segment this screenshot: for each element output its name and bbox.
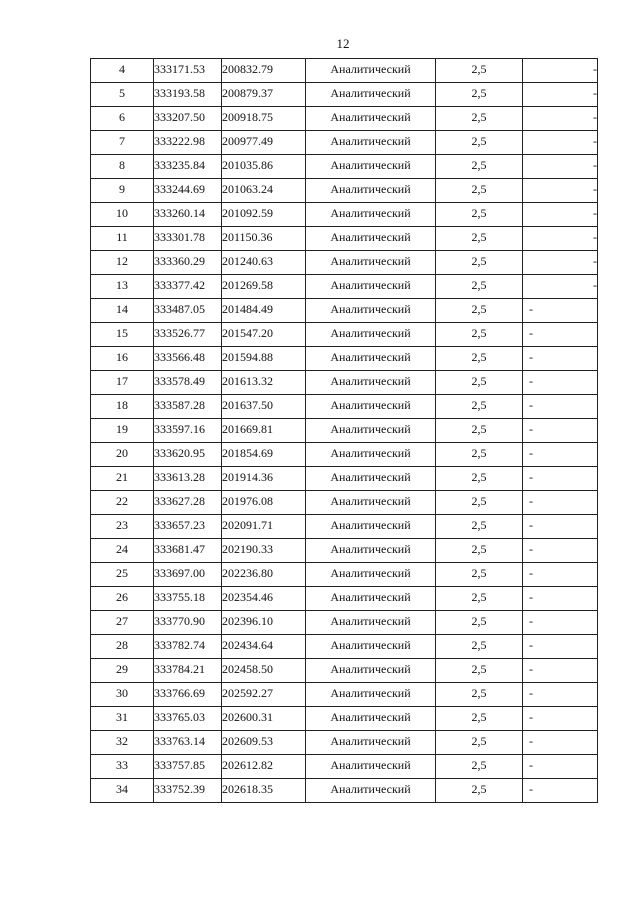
x-coordinate-cell: 333752.39 <box>154 779 222 803</box>
page-number: 12 <box>336 36 350 51</box>
accuracy-cell: 2,5 <box>436 179 523 203</box>
y-coordinate-cell: 201914.36 <box>222 467 306 491</box>
method-cell: Аналитический <box>306 707 436 731</box>
note-cell: - <box>523 59 598 83</box>
x-coordinate-cell: 333244.69 <box>154 179 222 203</box>
accuracy-cell: 2,5 <box>436 131 523 155</box>
table-row <box>91 539 598 563</box>
point-number-cell: 9 <box>91 179 154 203</box>
note-cell: - <box>523 299 598 323</box>
point-number-cell: 4 <box>91 59 154 83</box>
method-cell: Аналитический <box>306 731 436 755</box>
accuracy-cell: 2,5 <box>436 323 523 347</box>
note-cell: - <box>523 179 598 203</box>
point-number-cell: 17 <box>91 371 154 395</box>
table-row <box>91 563 598 587</box>
point-number-cell: 32 <box>91 731 154 755</box>
table-row <box>91 107 598 131</box>
x-coordinate-cell: 333260.14 <box>154 203 222 227</box>
x-coordinate-cell: 333782.74 <box>154 635 222 659</box>
note-cell: - <box>523 611 598 635</box>
x-coordinate-cell: 333301.78 <box>154 227 222 251</box>
y-coordinate-cell: 201150.36 <box>222 227 306 251</box>
method-cell: Аналитический <box>306 419 436 443</box>
point-number-cell: 13 <box>91 275 154 299</box>
accuracy-cell: 2,5 <box>436 659 523 683</box>
y-coordinate-cell: 202600.31 <box>222 707 306 731</box>
method-cell: Аналитический <box>306 587 436 611</box>
x-coordinate-cell: 333566.48 <box>154 347 222 371</box>
method-cell: Аналитический <box>306 107 436 131</box>
accuracy-cell: 2,5 <box>436 299 523 323</box>
point-number-cell: 29 <box>91 659 154 683</box>
accuracy-cell: 2,5 <box>436 635 523 659</box>
accuracy-cell: 2,5 <box>436 203 523 227</box>
x-coordinate-cell: 333526.77 <box>154 323 222 347</box>
accuracy-cell: 2,5 <box>436 371 523 395</box>
note-cell: - <box>523 155 598 179</box>
y-coordinate-cell: 201547.20 <box>222 323 306 347</box>
x-coordinate-cell: 333784.21 <box>154 659 222 683</box>
x-coordinate-cell: 333587.28 <box>154 395 222 419</box>
method-cell: Аналитический <box>306 131 436 155</box>
method-cell: Аналитический <box>306 659 436 683</box>
x-coordinate-cell: 333193.58 <box>154 83 222 107</box>
method-cell: Аналитический <box>306 755 436 779</box>
note-cell: - <box>523 707 598 731</box>
x-coordinate-cell: 333360.29 <box>154 251 222 275</box>
accuracy-cell: 2,5 <box>436 275 523 299</box>
table-row <box>91 179 598 203</box>
point-number-cell: 23 <box>91 515 154 539</box>
x-coordinate-cell: 333755.18 <box>154 587 222 611</box>
x-coordinate-cell: 333766.69 <box>154 683 222 707</box>
y-coordinate-cell: 202236.80 <box>222 563 306 587</box>
method-cell: Аналитический <box>306 155 436 179</box>
table-row <box>91 731 598 755</box>
x-coordinate-cell: 333765.03 <box>154 707 222 731</box>
accuracy-cell: 2,5 <box>436 443 523 467</box>
point-number-cell: 26 <box>91 587 154 611</box>
note-cell: - <box>523 539 598 563</box>
point-number-cell: 10 <box>91 203 154 227</box>
method-cell: Аналитический <box>306 395 436 419</box>
note-cell: - <box>523 563 598 587</box>
point-number-cell: 12 <box>91 251 154 275</box>
point-number-cell: 21 <box>91 467 154 491</box>
point-number-cell: 28 <box>91 635 154 659</box>
accuracy-cell: 2,5 <box>436 587 523 611</box>
point-number-cell: 8 <box>91 155 154 179</box>
note-cell: - <box>523 131 598 155</box>
accuracy-cell: 2,5 <box>436 731 523 755</box>
method-cell: Аналитический <box>306 563 436 587</box>
note-cell: - <box>523 395 598 419</box>
note-cell: - <box>523 755 598 779</box>
x-coordinate-cell: 333613.28 <box>154 467 222 491</box>
table-row <box>91 323 598 347</box>
table-row <box>91 755 598 779</box>
method-cell: Аналитический <box>306 179 436 203</box>
method-cell: Аналитический <box>306 371 436 395</box>
table-row <box>91 371 598 395</box>
table-row <box>91 611 598 635</box>
method-cell: Аналитический <box>306 347 436 371</box>
x-coordinate-cell: 333757.85 <box>154 755 222 779</box>
note-cell: - <box>523 635 598 659</box>
accuracy-cell: 2,5 <box>436 683 523 707</box>
accuracy-cell: 2,5 <box>436 755 523 779</box>
note-cell: - <box>523 443 598 467</box>
x-coordinate-cell: 333487.05 <box>154 299 222 323</box>
table-row <box>91 443 598 467</box>
method-cell: Аналитический <box>306 323 436 347</box>
note-cell: - <box>523 779 598 803</box>
table-row <box>91 491 598 515</box>
point-number-cell: 14 <box>91 299 154 323</box>
table-row <box>91 275 598 299</box>
table-row <box>91 59 598 83</box>
x-coordinate-cell: 333681.47 <box>154 539 222 563</box>
point-number-cell: 11 <box>91 227 154 251</box>
y-coordinate-cell: 202609.53 <box>222 731 306 755</box>
x-coordinate-cell: 333171.53 <box>154 59 222 83</box>
note-cell: - <box>523 251 598 275</box>
note-cell: - <box>523 347 598 371</box>
y-coordinate-cell: 201594.88 <box>222 347 306 371</box>
y-coordinate-cell: 201613.32 <box>222 371 306 395</box>
point-number-cell: 6 <box>91 107 154 131</box>
y-coordinate-cell: 200977.49 <box>222 131 306 155</box>
note-cell: - <box>523 683 598 707</box>
accuracy-cell: 2,5 <box>436 107 523 131</box>
table-row <box>91 155 598 179</box>
point-number-cell: 5 <box>91 83 154 107</box>
method-cell: Аналитический <box>306 251 436 275</box>
table-row <box>91 203 598 227</box>
accuracy-cell: 2,5 <box>436 539 523 563</box>
coordinates-table-body <box>91 59 598 803</box>
y-coordinate-cell: 201854.69 <box>222 443 306 467</box>
y-coordinate-cell: 200879.37 <box>222 83 306 107</box>
note-cell: - <box>523 419 598 443</box>
note-cell: - <box>523 731 598 755</box>
y-coordinate-cell: 201240.63 <box>222 251 306 275</box>
method-cell: Аналитический <box>306 611 436 635</box>
point-number-cell: 18 <box>91 395 154 419</box>
point-number-cell: 7 <box>91 131 154 155</box>
note-cell: - <box>523 83 598 107</box>
note-cell: - <box>523 515 598 539</box>
note-cell: - <box>523 371 598 395</box>
y-coordinate-cell: 201269.58 <box>222 275 306 299</box>
accuracy-cell: 2,5 <box>436 83 523 107</box>
y-coordinate-cell: 201637.50 <box>222 395 306 419</box>
accuracy-cell: 2,5 <box>436 59 523 83</box>
x-coordinate-cell: 333627.28 <box>154 491 222 515</box>
accuracy-cell: 2,5 <box>436 779 523 803</box>
table-row <box>91 419 598 443</box>
point-number-cell: 15 <box>91 323 154 347</box>
table-row <box>91 83 598 107</box>
table-row <box>91 227 598 251</box>
method-cell: Аналитический <box>306 491 436 515</box>
point-number-cell: 33 <box>91 755 154 779</box>
table-row <box>91 131 598 155</box>
point-number-cell: 19 <box>91 419 154 443</box>
table-row <box>91 467 598 491</box>
method-cell: Аналитический <box>306 203 436 227</box>
note-cell: - <box>523 587 598 611</box>
accuracy-cell: 2,5 <box>436 467 523 491</box>
table-row <box>91 779 598 803</box>
accuracy-cell: 2,5 <box>436 707 523 731</box>
accuracy-cell: 2,5 <box>436 251 523 275</box>
y-coordinate-cell: 200918.75 <box>222 107 306 131</box>
point-number-cell: 34 <box>91 779 154 803</box>
accuracy-cell: 2,5 <box>436 155 523 179</box>
x-coordinate-cell: 333222.98 <box>154 131 222 155</box>
table-row <box>91 395 598 419</box>
y-coordinate-cell: 202190.33 <box>222 539 306 563</box>
point-number-cell: 27 <box>91 611 154 635</box>
x-coordinate-cell: 333578.49 <box>154 371 222 395</box>
point-number-cell: 20 <box>91 443 154 467</box>
accuracy-cell: 2,5 <box>436 227 523 251</box>
y-coordinate-cell: 201063.24 <box>222 179 306 203</box>
note-cell: - <box>523 659 598 683</box>
y-coordinate-cell: 201035.86 <box>222 155 306 179</box>
point-number-cell: 25 <box>91 563 154 587</box>
x-coordinate-cell: 333763.14 <box>154 731 222 755</box>
accuracy-cell: 2,5 <box>436 563 523 587</box>
method-cell: Аналитический <box>306 443 436 467</box>
table-row <box>91 659 598 683</box>
y-coordinate-cell: 202618.35 <box>222 779 306 803</box>
coordinates-table <box>90 58 598 803</box>
y-coordinate-cell: 202612.82 <box>222 755 306 779</box>
y-coordinate-cell: 202434.64 <box>222 635 306 659</box>
method-cell: Аналитический <box>306 275 436 299</box>
x-coordinate-cell: 333207.50 <box>154 107 222 131</box>
x-coordinate-cell: 333235.84 <box>154 155 222 179</box>
table-row <box>91 707 598 731</box>
method-cell: Аналитический <box>306 779 436 803</box>
x-coordinate-cell: 333620.95 <box>154 443 222 467</box>
table-row <box>91 515 598 539</box>
y-coordinate-cell: 200832.79 <box>222 59 306 83</box>
method-cell: Аналитический <box>306 635 436 659</box>
note-cell: - <box>523 227 598 251</box>
table-row <box>91 347 598 371</box>
point-number-cell: 30 <box>91 683 154 707</box>
y-coordinate-cell: 201092.59 <box>222 203 306 227</box>
table-row <box>91 587 598 611</box>
x-coordinate-cell: 333597.16 <box>154 419 222 443</box>
point-number-cell: 22 <box>91 491 154 515</box>
x-coordinate-cell: 333377.42 <box>154 275 222 299</box>
accuracy-cell: 2,5 <box>436 491 523 515</box>
x-coordinate-cell: 333697.00 <box>154 563 222 587</box>
y-coordinate-cell: 201976.08 <box>222 491 306 515</box>
note-cell: - <box>523 275 598 299</box>
table-row <box>91 299 598 323</box>
y-coordinate-cell: 201484.49 <box>222 299 306 323</box>
y-coordinate-cell: 202396.10 <box>222 611 306 635</box>
accuracy-cell: 2,5 <box>436 611 523 635</box>
method-cell: Аналитический <box>306 515 436 539</box>
y-coordinate-cell: 202354.46 <box>222 587 306 611</box>
point-number-cell: 31 <box>91 707 154 731</box>
method-cell: Аналитический <box>306 683 436 707</box>
method-cell: Аналитический <box>306 299 436 323</box>
table-row <box>91 635 598 659</box>
accuracy-cell: 2,5 <box>436 395 523 419</box>
method-cell: Аналитический <box>306 83 436 107</box>
point-number-cell: 16 <box>91 347 154 371</box>
accuracy-cell: 2,5 <box>436 347 523 371</box>
table-row <box>91 251 598 275</box>
note-cell: - <box>523 491 598 515</box>
method-cell: Аналитический <box>306 539 436 563</box>
y-coordinate-cell: 202091.71 <box>222 515 306 539</box>
note-cell: - <box>523 203 598 227</box>
x-coordinate-cell: 333770.90 <box>154 611 222 635</box>
method-cell: Аналитический <box>306 227 436 251</box>
note-cell: - <box>523 467 598 491</box>
table-row <box>91 683 598 707</box>
note-cell: - <box>523 323 598 347</box>
y-coordinate-cell: 202592.27 <box>222 683 306 707</box>
method-cell: Аналитический <box>306 59 436 83</box>
y-coordinate-cell: 201669.81 <box>222 419 306 443</box>
x-coordinate-cell: 333657.23 <box>154 515 222 539</box>
accuracy-cell: 2,5 <box>436 515 523 539</box>
note-cell: - <box>523 107 598 131</box>
y-coordinate-cell: 202458.50 <box>222 659 306 683</box>
point-number-cell: 24 <box>91 539 154 563</box>
accuracy-cell: 2,5 <box>436 419 523 443</box>
method-cell: Аналитический <box>306 467 436 491</box>
